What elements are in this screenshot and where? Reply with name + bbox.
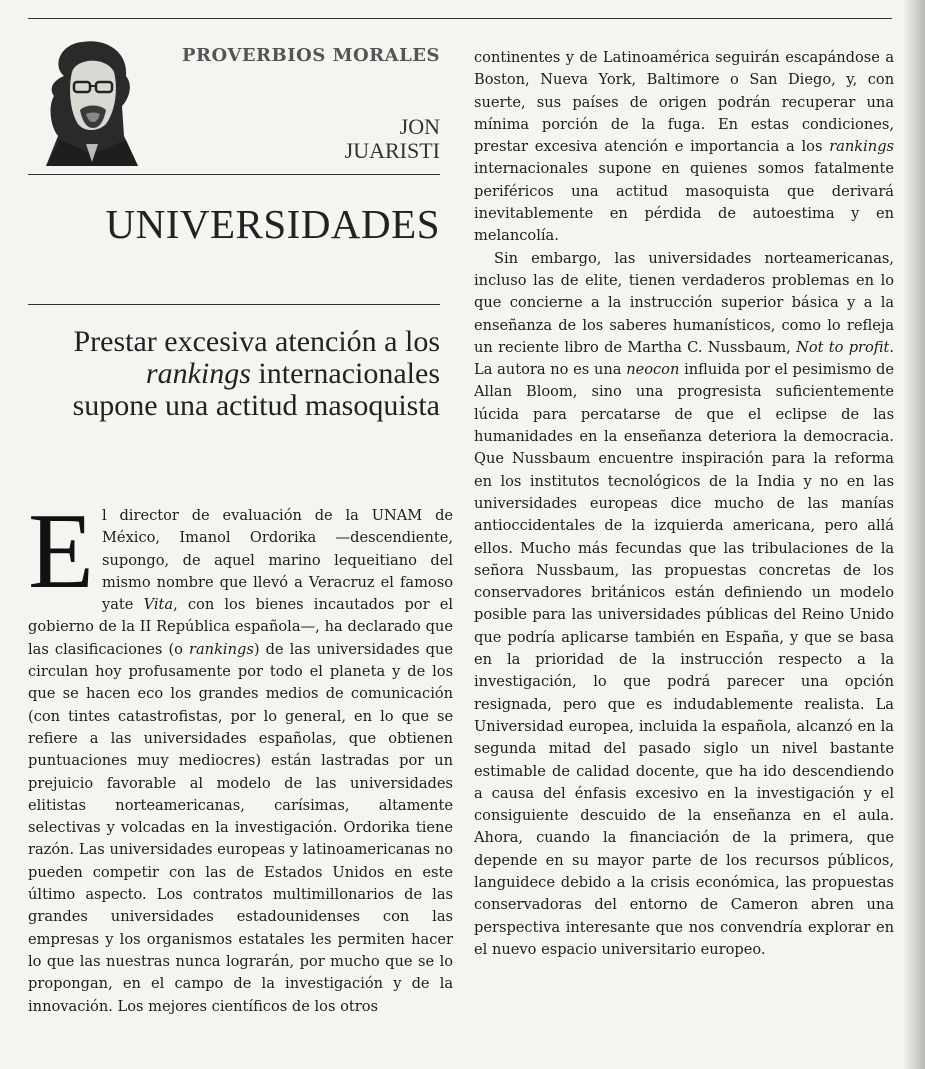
- italic-term: Not: [796, 338, 824, 356]
- top-rule: [28, 18, 892, 19]
- author-first-name: JON: [399, 114, 440, 139]
- headline-rule: [28, 304, 440, 305]
- article-paragraph-2: Sin embargo, las universidades norteamericanas, incluso las de elite, tienen verdaderos problemas en lo que concierne a la instrucción superior básica y a la enseñanza de los saberes humanísticos, como lo refleja un reciente libro de Martha C. Nussbaum, Not to profit. La autora no es una neocon influida por el pesimismo de Allan Bloom, sino una progresista suficientemente lúcida para percatarse de que el eclipse de las humanidades en la enseñanza deteriora la democracia. Que Nussbaum encuentre inspiración para la reforma en los institutos tecnológicos de la India y no en las universidades europeas dice mucho de las manías antioccidentales de la izquierda americana, pero allá ellos. Mucho más fecundas que las tribulaciones de la señora Nussbaum, las propuestas concretas de los conservadores británicos están definiendo un modelo posible para las universidades públicas del Reino Unido que podría aplicarse también en España, y que se basa en la prioridad de la instrucción respecto a la investigación, lo que podrá parecer una opción resignada, pero que es indudablemente realista. La Universidad europea, incluida la española, alcanzó en la segunda mitad del pasado siglo un nivel bastante estimable de calidad docente, que ha ido descendiendo a causa del énfasis excesivo en la investigación y el consiguiente descuido de la enseñanza en el aula. Ahora, cuando la financiación de la primera, que depende en su mayor parte de los recursos públicos, languidece debido a la crisis económica, las propuestas conservadoras del entorno de Cameron abren una perspectiva interesante que nos convendría explorar en el nuevo espacio universitario europeo.: [474, 249, 895, 958]
- article-column-right: [474, 47, 894, 961]
- page-edge-shadow: [903, 0, 925, 1069]
- italic-term: rankings: [829, 138, 895, 156]
- section-title: PROVERBIOS MORALES: [182, 45, 440, 66]
- deck-text-end: internacionales supone una actitud masoquista: [72, 357, 440, 422]
- italic-term: Vita: [143, 596, 174, 614]
- author-name: [240, 115, 440, 163]
- deck-text: Prestar excesiva atención a los: [73, 325, 440, 358]
- author-last-name: JUARISTI: [344, 138, 440, 163]
- deck-emphasis: rankings: [145, 357, 251, 390]
- italic-term: profit: [848, 338, 890, 356]
- italic-term: to: [828, 338, 844, 356]
- author-portrait-icon: [42, 36, 142, 166]
- article-column-left: [28, 492, 454, 1018]
- deck: [60, 326, 440, 422]
- article-paragraph-1: continentes y de Latinoamérica seguirán escapándose a Boston, Nueva York, Baltimore o San Diego, y, con suerte, sus países de origen podrán recuperar una mínima porción de la fuga. En estas condiciones, prestar excesiva atención e importancia a los rankings internacionales supone en quienes somos fatalmente periféricos una actitud masoquista que derivará inevitablemente en pérdida de autoestima y en melancolía.: [474, 49, 895, 245]
- headline: UNIVERSIDADES: [105, 201, 440, 247]
- article-paragraph-1: El director de evaluación de la UNAM de México, Imanol Ordorika —descendiente, supongo, de aquel marino lequeitiano del mismo nombre que llevó a Veracruz el famoso yate Vita, con los bienes incautados por el gobierno de la II República española—, ha declarado que las clasificaciones (o rankings) de las universidades que circulan hoy profusamente por todo el planeta y de los que se hacen eco los grandes medios de comunicación (con tintes catastrofistas, por lo general, en lo que se refiere a las universidades españolas, que obtienen puntuaciones muy mediocres) están lastradas por un prejuicio favorable al modelo de las universidades elitistas norteamericanas, carísimas, altamente selectivas y volcadas en la investigación. Ordorika tiene razón. Las universidades europeas y latinoamericanas no pueden competir con las de Estados Unidos en este último aspecto. Los contratos multimillonarios de las grandes universidades estadounidenses con las empresas y los organismos estatales les permiten hacer lo que las nuestras nunca lograrán, por mucho que se lo propongan, en el campo de la investigación y de la innovación. Los mejores científicos de los otros: [28, 492, 454, 1015]
- italic-term: rankings: [189, 640, 254, 658]
- drop-cap: E: [28, 492, 94, 611]
- italic-term: neocon: [626, 361, 680, 379]
- header-rule: [28, 174, 440, 175]
